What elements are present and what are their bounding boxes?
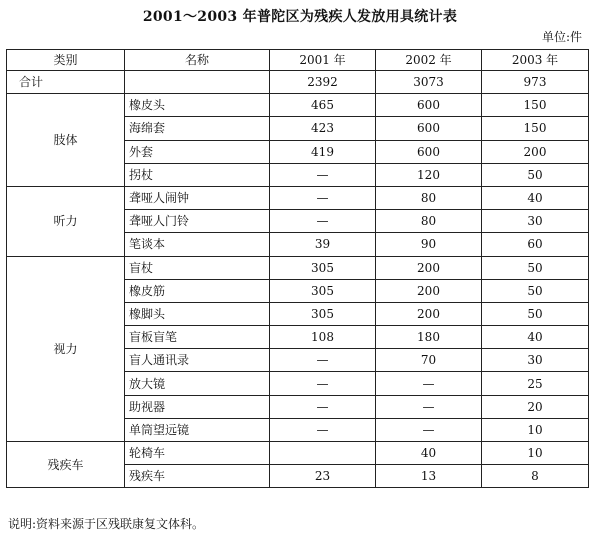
value-cell-2001: 423 <box>270 117 376 140</box>
value-cell-2001: 39 <box>270 233 376 256</box>
item-name-cell: 盲人通讯录 <box>125 349 270 372</box>
value-cell-2003: 50 <box>482 163 589 186</box>
unit-label: 单位:件 <box>541 30 582 44</box>
item-name-cell: 轮椅车 <box>125 442 270 465</box>
item-name-cell: 橡脚头 <box>125 302 270 325</box>
table-row <box>7 186 589 209</box>
value-cell-2003: 50 <box>482 279 589 302</box>
table-title: 2001～2003 年普陀区为残疾人发放用具统计表 <box>142 9 458 25</box>
value-cell-2001: 419 <box>270 140 376 163</box>
value-cell-2002: 200 <box>376 302 482 325</box>
value-cell-2001: — <box>270 163 376 186</box>
value-cell-2001 <box>270 442 376 465</box>
value-cell-2002: 600 <box>376 94 482 117</box>
value-cell-2002: — <box>376 418 482 441</box>
table-row <box>7 442 589 465</box>
value-cell-2003: 30 <box>482 349 589 372</box>
value-cell-2002: 70 <box>376 349 482 372</box>
value-cell-2002: 80 <box>376 210 482 233</box>
statistics-table <box>6 49 589 488</box>
item-name-cell: 海绵套 <box>125 117 270 140</box>
header-year-2002: 2002 年 <box>376 50 482 71</box>
value-cell-2002: — <box>376 395 482 418</box>
value-cell-2001: — <box>270 372 376 395</box>
value-cell-2001: — <box>270 349 376 372</box>
item-name-cell: 橡皮筋 <box>125 279 270 302</box>
value-cell-2003: 10 <box>482 442 589 465</box>
item-name-cell: 残疾车 <box>125 465 270 488</box>
item-name-cell: 聋哑人闹钟 <box>125 186 270 209</box>
item-name-cell: 外套 <box>125 140 270 163</box>
table-row <box>7 94 589 117</box>
value-cell-2003: 150 <box>482 117 589 140</box>
category-cell: 残疾车 <box>7 442 125 488</box>
value-cell-2003: 30 <box>482 210 589 233</box>
item-name-cell: 橡皮头 <box>125 94 270 117</box>
total-name-cell <box>125 71 270 94</box>
item-name-cell: 盲杖 <box>125 256 270 279</box>
value-cell-2003: 200 <box>482 140 589 163</box>
value-cell-2003: 40 <box>482 186 589 209</box>
item-name-cell: 放大镜 <box>125 372 270 395</box>
value-cell-2003: 150 <box>482 94 589 117</box>
value-cell-2002: 600 <box>376 140 482 163</box>
header-year-2001: 2001 年 <box>270 50 376 71</box>
item-name-cell: 拐杖 <box>125 163 270 186</box>
value-cell-2001: 305 <box>270 256 376 279</box>
value-cell-2001: — <box>270 418 376 441</box>
value-cell-2001: — <box>270 210 376 233</box>
value-cell-2002: 80 <box>376 186 482 209</box>
value-cell-2003: 25 <box>482 372 589 395</box>
item-name-cell: 单筒望远镜 <box>125 418 270 441</box>
value-cell-2002: 13 <box>376 465 482 488</box>
value-cell-2002: — <box>376 372 482 395</box>
table-row <box>7 256 589 279</box>
value-cell-2002: 90 <box>376 233 482 256</box>
value-cell-2003: 60 <box>482 233 589 256</box>
value-cell-2003: 10 <box>482 418 589 441</box>
value-cell-2001: 465 <box>270 94 376 117</box>
value-cell-2002: 200 <box>376 256 482 279</box>
value-cell-2001: — <box>270 186 376 209</box>
value-cell-2001: 23 <box>270 465 376 488</box>
value-cell-2003: 50 <box>482 302 589 325</box>
value-cell-2001: 108 <box>270 326 376 349</box>
total-2003: 973 <box>482 71 589 94</box>
header-category: 类别 <box>7 50 125 71</box>
value-cell-2003: 20 <box>482 395 589 418</box>
total-2001: 2392 <box>270 71 376 94</box>
item-name-cell: 助视器 <box>125 395 270 418</box>
value-cell-2003: 40 <box>482 326 589 349</box>
value-cell-2002: 120 <box>376 163 482 186</box>
header-name: 名称 <box>125 50 270 71</box>
value-cell-2002: 600 <box>376 117 482 140</box>
header-year-2003: 2003 年 <box>482 50 589 71</box>
item-name-cell: 盲板盲笔 <box>125 326 270 349</box>
category-cell: 肢体 <box>7 94 125 187</box>
value-cell-2001: 305 <box>270 302 376 325</box>
value-cell-2002: 200 <box>376 279 482 302</box>
total-label: 合计 <box>7 71 125 94</box>
value-cell-2001: — <box>270 395 376 418</box>
table-body <box>7 71 589 488</box>
item-name-cell: 聋哑人门铃 <box>125 210 270 233</box>
item-name-cell: 笔谈本 <box>125 233 270 256</box>
value-cell-2003: 50 <box>482 256 589 279</box>
header-row <box>7 50 589 71</box>
value-cell-2003: 8 <box>482 465 589 488</box>
value-cell-2002: 180 <box>376 326 482 349</box>
source-note: 说明:资料来源于区残联康复文体科。 <box>8 517 205 531</box>
category-cell: 听力 <box>7 186 125 256</box>
total-row <box>7 71 589 94</box>
value-cell-2002: 40 <box>376 442 482 465</box>
total-2002: 3073 <box>376 71 482 94</box>
value-cell-2001: 305 <box>270 279 376 302</box>
category-cell: 视力 <box>7 256 125 442</box>
